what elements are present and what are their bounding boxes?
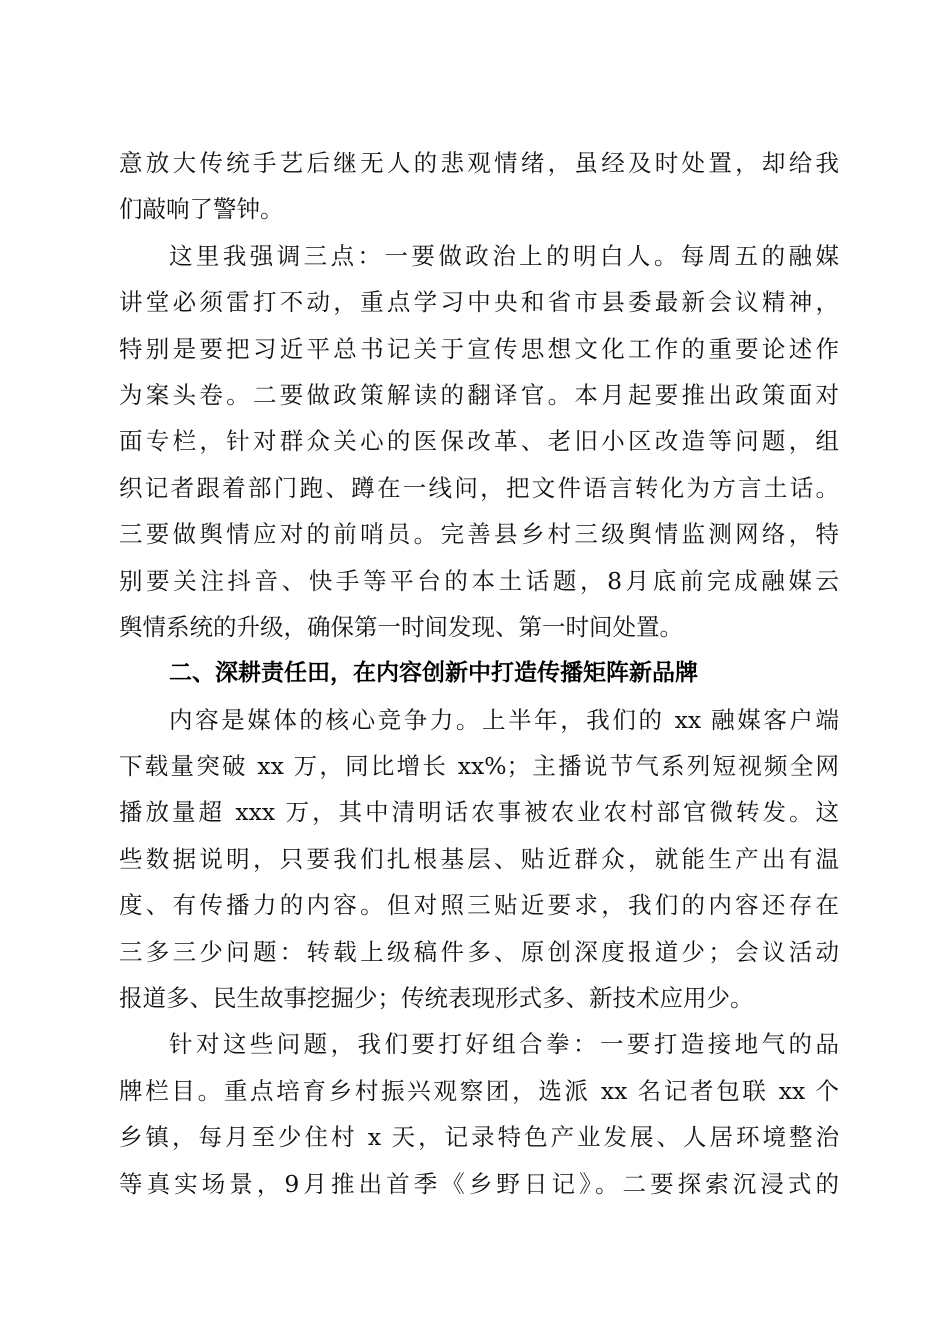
text-line: 舆情系统的升级，确保第一时间发现、第一时间处置。: [119, 612, 683, 641]
text-line: 特别是要把习近平总书记关于宣传思想文化工作的重要论述作: [119, 334, 839, 363]
text-line: 牌栏目。重点培育乡村振兴观察团，选派 xx 名记者包联 xx 个: [119, 1076, 839, 1105]
text-line: 下载量突破 xx 万，同比增长 xx%；主播说节气系列短视频全网: [119, 752, 839, 781]
section-heading: 二、深耕责任田，在内容创新中打造传播矩阵新品牌: [169, 660, 698, 687]
text-line: 播放量超 xxx 万，其中清明话农事被农业农村部官微转发。这: [119, 798, 839, 827]
text-line: 三要做舆情应对的前哨员。完善县乡村三级舆情监测网络，特: [119, 520, 839, 549]
text-line: 意放大传统手艺后继无人的悲观情绪，虽经及时处置，却给我: [119, 149, 839, 177]
paragraph-first-line: 针对这些问题，我们要打好组合拳：一要打造接地气的品: [169, 1030, 839, 1059]
text-line: 等真实场景，9月推出首季《乡野日记》。二要探索沉浸式的: [119, 1169, 839, 1198]
paragraph-first-line: 内容是媒体的核心竞争力。上半年，我们的 xx 融媒客户端: [169, 705, 839, 734]
text-line: 讲堂必须雷打不动，重点学习中央和省市县委最新会议精神，: [119, 288, 839, 317]
paragraph-first-line: 这里我强调三点：一要做政治上的明白人。每周五的融媒: [169, 241, 839, 270]
text-line: 度、有传播力的内容。但对照三贴近要求，我们的内容还存在: [119, 891, 839, 920]
text-line: 面专栏，针对群众关心的医保改革、老旧小区改造等问题，组: [119, 427, 839, 456]
document-body: [119, 140, 839, 1207]
text-line: 为案头卷。二要做政策解读的翻译官。本月起要推出政策面对: [119, 380, 839, 409]
text-line: 些数据说明，只要我们扎根基层、贴近群众，就能生产出有温: [119, 844, 839, 873]
text-line: 报道多、民生故事挖掘少；传统表现形式多、新技术应用少。: [119, 984, 754, 1013]
text-line: 别要关注抖音、快手等平台的本土话题，8月底前完成融媒云: [119, 566, 839, 595]
text-line: 织记者跟着部门跑、蹲在一线问，把文件语言转化为方言土话。: [119, 473, 839, 502]
text-line: 们敲响了警钟。: [119, 195, 284, 224]
text-line: 乡镇，每月至少住村 x 天，记录特色产业发展、人居环境整治: [119, 1123, 839, 1152]
text-line: 三多三少问题：转载上级稿件多、原创深度报道少；会议活动: [119, 937, 839, 966]
